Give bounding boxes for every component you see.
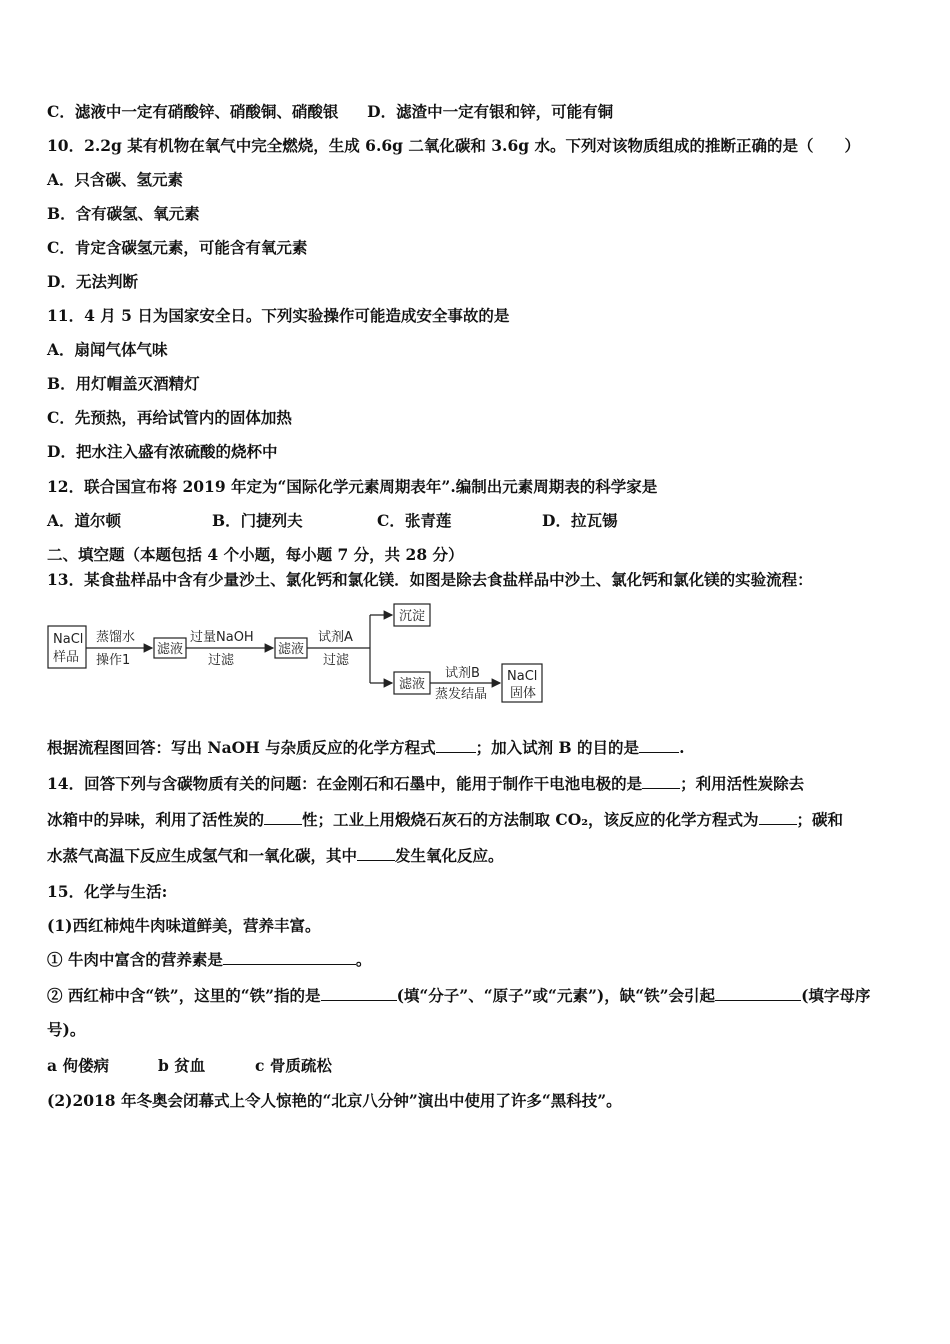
q14-blank-3[interactable] <box>759 810 797 825</box>
flow-filtrate3-label: 滤液 <box>399 677 426 692</box>
q9-option-c: C．滤液中一定有硝酸锌、硝酸铜、硝酸银 <box>47 102 339 121</box>
q12-option-b: B．门捷列夫 <box>212 511 303 530</box>
q15-sub2 <box>47 986 870 1006</box>
flow-arrow3-top: 试剂A <box>318 630 353 645</box>
q14-blank-1[interactable] <box>642 774 680 789</box>
q13-blank-1[interactable] <box>436 738 476 753</box>
q13-answer-line <box>47 738 684 758</box>
q15-blank-3[interactable] <box>715 986 801 1001</box>
q15-sub2-end: 号)。 <box>47 1020 86 1039</box>
q10-stem: 10．2.2g 某有机物在氧气中完全燃烧，生成 6.6g 二氧化碳和 3.6g 水。下列对该物质组成的推断正确的是（ ） <box>47 136 860 155</box>
q14-text-1a: 14．回答下列与含碳物质有关的问题：在金刚石和石墨中，能用于制作干电池电极的是 <box>47 774 643 793</box>
q11-option-a: A．扇闻气体气味 <box>47 340 168 359</box>
q14-text-2c: ；碳和 <box>796 810 844 829</box>
q14-blank-2[interactable] <box>264 810 302 825</box>
section-heading: 二、填空题（本题包括 4 个小题，每小题 7 分，共 28 分） <box>47 545 464 564</box>
q15-part1: (1)西红柿炖牛肉味道鲜美，营养丰富。 <box>47 916 321 935</box>
q13-answer-text-b: ；加入试剂 B 的目的是 <box>475 738 640 757</box>
q13-stem: 13．某食盐样品中含有少量沙土、氯化钙和氯化镁．如图是除去食盐样品中沙土、氯化钙和氯化镁的实验流程： <box>47 570 813 589</box>
q15-sub1 <box>47 950 371 970</box>
q14-text-3a: 水蒸气高温下反应生成氢气和一氧化碳，其中 <box>47 846 358 865</box>
q14-blank-4[interactable] <box>357 846 395 861</box>
q15-sub1-end: 。 <box>355 950 372 969</box>
flow-arrow4-bottom: 蒸发结晶 <box>435 687 488 702</box>
q15-sub2-text-a: ② 西红柿中含“铁”，这里的“铁”指的是 <box>47 986 321 1005</box>
q14-text-2a: 冰箱中的异味，利用了活性炭的 <box>47 810 265 829</box>
flow-filtrate1-label: 滤液 <box>157 642 184 657</box>
q15-part2: (2)2018 年冬奥会闭幕式上令人惊艳的“北京八分钟”演出中使用了许多“黑科技”。 <box>47 1091 622 1110</box>
q10-option-b: B．含有碳氢、氧元素 <box>47 204 200 223</box>
q15-blank-1[interactable] <box>223 950 356 965</box>
q11-stem: 11．4 月 5 日为国家安全日。下列实验操作可能造成安全事故的是 <box>47 306 510 325</box>
flow-arrow2-top: 过量NaOH <box>190 630 254 645</box>
q11-option-c: C．先预热，再给试管内的固体加热 <box>47 408 292 427</box>
q14-line-3 <box>47 846 504 866</box>
flow-arrow1-bottom: 操作1 <box>96 653 131 668</box>
q9-option-d: D．滤渣中一定有银和锌，可能有铜 <box>367 102 614 121</box>
flow-filtrate2-label: 滤液 <box>278 642 305 657</box>
flow-arrow2-bottom: 过滤 <box>208 653 235 668</box>
q10-option-d: D．无法判断 <box>47 272 138 291</box>
q10-option-c: C．肯定含碳氢元素，可能含有氧元素 <box>47 238 308 257</box>
flow-end-l2: 固体 <box>510 686 537 701</box>
q13-answer-text-c: . <box>679 738 685 757</box>
q15-stem: 15．化学与生活: <box>47 882 168 901</box>
flow-arrow4-top: 试剂B <box>445 666 480 681</box>
q15-choice-a: a 佝偻病 <box>47 1056 109 1075</box>
flow-arrow1-top: 蒸馏水 <box>96 630 136 645</box>
q15-choice-b: b 贫血 <box>158 1056 206 1075</box>
q9-option-row <box>47 102 613 122</box>
flow-precipitate-label: 沉淀 <box>399 609 426 624</box>
flowchart <box>40 598 560 710</box>
q14-line-2 <box>47 810 843 830</box>
q15-sub2-text-b: (填“分子”、“原子”或“元素”)，缺“铁”会引起 <box>396 986 716 1005</box>
flow-sample-l2: 样品 <box>53 650 80 665</box>
q13-answer-text-a: 根据流程图回答：写出 NaOH 与杂质反应的化学方程式 <box>47 738 436 757</box>
q14-text-3b: 发生氧化反应。 <box>395 846 504 865</box>
flow-sample-l1: NaCl <box>53 632 84 647</box>
q11-option-d: D．把水注入盛有浓硫酸的烧杯中 <box>47 442 278 461</box>
q15-sub2-text-c: (填字母序 <box>801 986 871 1005</box>
q12-stem: 12．联合国宣布将 2019 年定为“国际化学元素周期表年”.编制出元素周期表的科学家是 <box>47 477 658 496</box>
q10-option-a: A．只含碳、氢元素 <box>47 170 184 189</box>
q15-blank-2[interactable] <box>321 986 397 1001</box>
q12-option-d: D．拉瓦锡 <box>542 511 618 530</box>
q12-option-c: C．张青莲 <box>377 511 452 530</box>
q15-choice-c: c 骨质疏松 <box>255 1056 332 1075</box>
q11-option-b: B．用灯帽盖灭酒精灯 <box>47 374 200 393</box>
q14-line-1 <box>47 774 804 794</box>
q13-blank-2[interactable] <box>639 738 679 753</box>
q15-sub1-text: ① 牛肉中富含的营养素是 <box>47 950 223 969</box>
flow-end-l1: NaCl <box>507 669 538 684</box>
q12-option-a: A．道尔顿 <box>47 511 122 530</box>
q14-text-2b: 性；工业上用煅烧石灰石的方法制取 CO₂，该反应的化学方程式为 <box>302 810 759 829</box>
q14-text-1b: ；利用活性炭除去 <box>680 774 805 793</box>
flow-arrow3-bottom: 过滤 <box>323 653 350 668</box>
